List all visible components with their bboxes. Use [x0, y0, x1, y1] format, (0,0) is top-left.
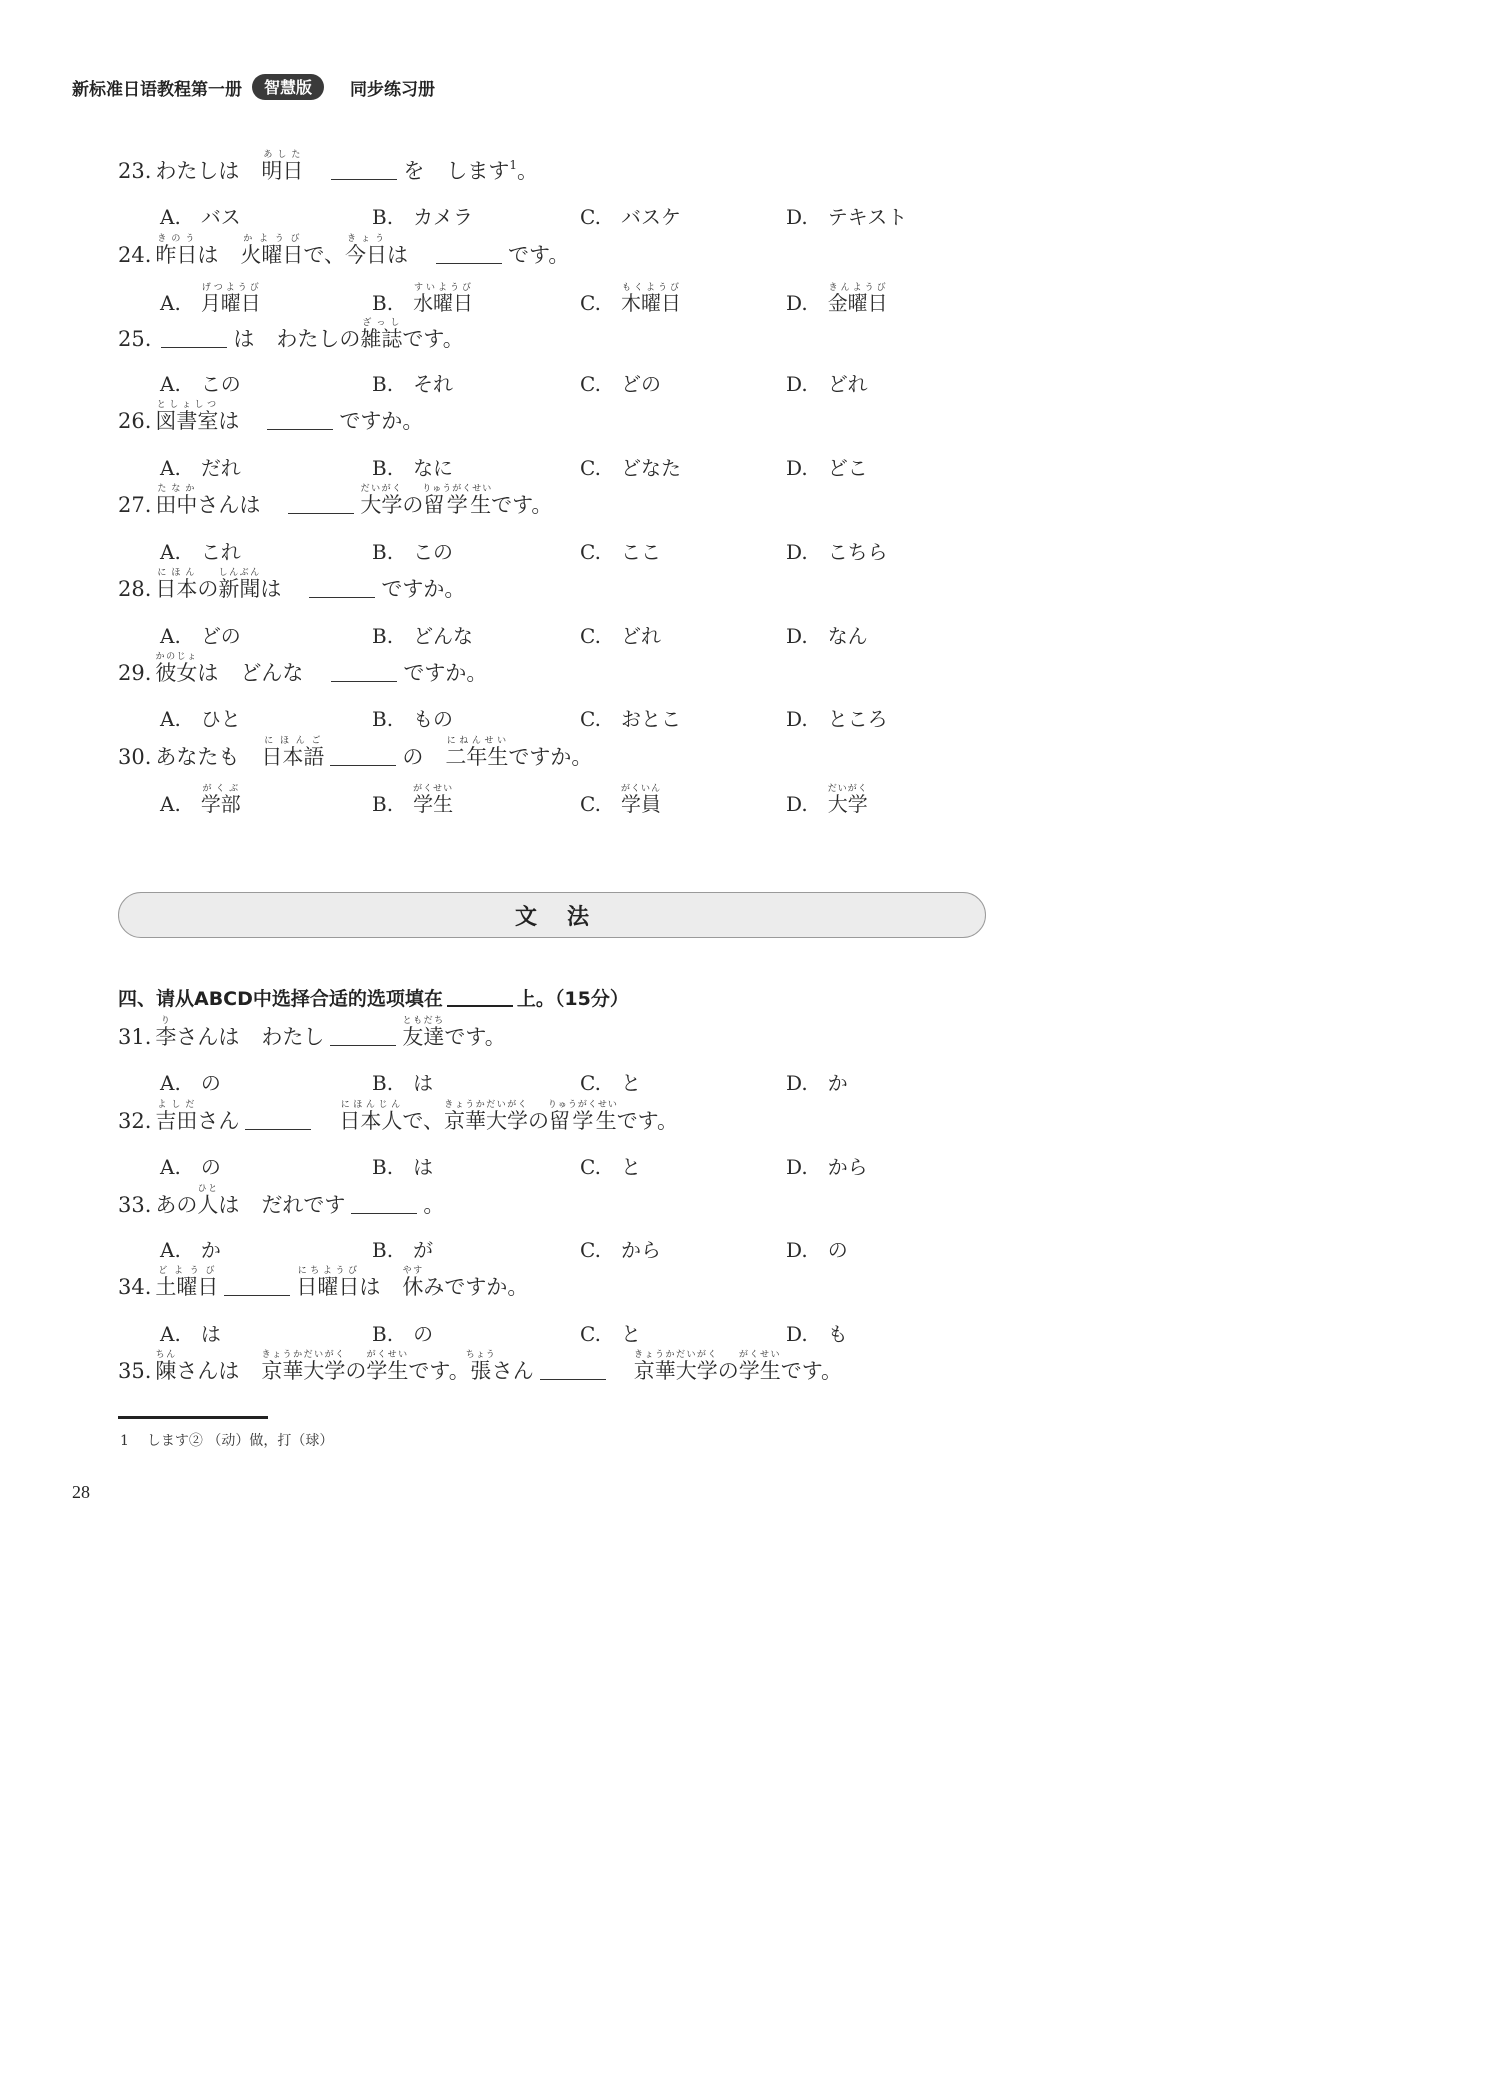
option-c[interactable]: C. 学員がくいん — [580, 784, 661, 816]
header-subtitle: 同步练习册 — [350, 79, 436, 100]
option-a[interactable]: A. バス — [160, 205, 241, 229]
question-number: 24. — [118, 243, 152, 267]
answer-blank — [245, 1128, 311, 1130]
option-b[interactable]: B. は — [372, 1071, 434, 1095]
option-a[interactable]: A. この — [160, 372, 241, 396]
option-b[interactable]: B. 学生がくせい — [372, 784, 454, 816]
answer-blank — [351, 1212, 417, 1214]
option-d[interactable]: D. どれ — [786, 372, 868, 396]
section-instruction: 四、请从ABCD中选择合适的选项填在 上。（15分） — [118, 988, 629, 1010]
option-c[interactable]: C. どなた — [580, 456, 681, 480]
option-a[interactable]: A. の — [160, 1071, 221, 1095]
furigana-word: 日本人にほんじん — [339, 1100, 403, 1133]
option-c[interactable]: C. から — [580, 1238, 661, 1262]
option-d[interactable]: D. ところ — [786, 707, 888, 731]
question-number: 26. — [118, 409, 152, 433]
option-b[interactable]: B. 水曜日すいようび — [372, 283, 474, 315]
option-b[interactable]: B. が — [372, 1238, 434, 1262]
question-29: 29. 彼女かのじょは どんな ですか。 — [118, 652, 488, 685]
option-a[interactable]: A. 月曜日げつようび — [160, 283, 261, 315]
question-number: 33. — [118, 1193, 152, 1217]
option-d[interactable]: D. の — [786, 1238, 848, 1262]
option-b[interactable]: B. この — [372, 540, 454, 564]
option-d[interactable]: D. どこ — [786, 456, 868, 480]
question-number: 23. — [118, 159, 152, 183]
option-d[interactable]: D. なん — [786, 624, 868, 648]
question-31: 31. 李りさんは わたし 友達ともだちです。 — [118, 1016, 506, 1049]
furigana-word: 京華大学きょうかだいがく — [261, 1350, 346, 1383]
question-number: 30. — [118, 745, 152, 769]
furigana-word: 李り — [155, 1016, 177, 1049]
question-35: 35. 陳ちんさんは 京華大学きょうかだいがくの学生がくせいです。張ちょうさん 京華大学きょうかだいがくの学生がくせいです。 — [118, 1350, 843, 1383]
footnote-number: 1 — [120, 1433, 129, 1449]
question-number: 27. — [118, 493, 152, 517]
option-a[interactable]: A. は — [160, 1322, 221, 1346]
furigana-word: 田中たなか — [155, 484, 198, 517]
furigana-word: 大学だいがく — [360, 484, 403, 517]
question-33: 33. あの人ひとは だれです 。 — [118, 1184, 445, 1217]
book-title: 新标准日语教程第一册 — [72, 79, 242, 100]
furigana-word: 陳ちん — [155, 1350, 177, 1383]
furigana-word: 張ちょう — [465, 1350, 496, 1383]
furigana-word: 友達ともだち — [402, 1016, 445, 1049]
option-a[interactable]: A. か — [160, 1238, 221, 1262]
furigana-word: 彼女かのじょ — [155, 652, 198, 685]
furigana-word: 雑誌ざっし — [360, 318, 403, 351]
answer-blank — [540, 1378, 606, 1380]
question-34: 34. 土曜日どようび日曜日にちようびは 休やすみですか。 — [118, 1266, 529, 1299]
footnote-text: します② （动）做，打（球） — [146, 1433, 334, 1449]
question-26: 26. 図書室としょしつは ですか。 — [118, 400, 424, 433]
question-24: 24. 昨日きのうは 火曜日かようびで、今日きょうは です。 — [118, 234, 570, 267]
question-27: 27. 田中たなかさんは 大学だいがくの留学生りゅうがくせいです。 — [118, 484, 553, 517]
footnote — [120, 1430, 333, 1450]
furigana-word: 火曜日かようび — [240, 234, 304, 267]
option-c[interactable]: C. どれ — [580, 624, 661, 648]
furigana-word: 日本語にほんご — [261, 736, 325, 769]
edition-badge: 智慧版 — [252, 74, 324, 100]
footnote-rule — [118, 1416, 268, 1419]
question-28: 28. 日本にほんの新聞しんぶんは ですか。 — [118, 568, 466, 601]
answer-blank — [330, 764, 396, 766]
option-b[interactable]: B. は — [372, 1155, 434, 1179]
option-d[interactable]: D. か — [786, 1071, 848, 1095]
question-number: 31. — [118, 1025, 152, 1049]
answer-blank — [267, 428, 333, 430]
option-a[interactable]: A. 学部がくぶ — [160, 784, 241, 816]
answer-blank — [330, 1044, 396, 1046]
furigana-word: 二年生にねんせい — [445, 736, 509, 769]
furigana-word: 今日きょう — [345, 234, 387, 267]
question-number: 29. — [118, 661, 152, 685]
option-a[interactable]: A. どの — [160, 624, 241, 648]
furigana-word: 人ひと — [197, 1184, 219, 1217]
option-a[interactable]: A. これ — [160, 540, 241, 564]
option-a[interactable]: A. だれ — [160, 456, 241, 480]
furigana-word: 留学生りゅうがくせい — [422, 484, 493, 517]
option-c[interactable]: C. バスケ — [580, 205, 681, 229]
running-header — [72, 72, 435, 102]
option-b[interactable]: B. カメラ — [372, 205, 474, 229]
furigana-word: 学生がくせい — [738, 1350, 781, 1383]
option-a[interactable]: A. の — [160, 1155, 221, 1179]
furigana-word: 図書室としょしつ — [155, 400, 219, 433]
question-number: 35. — [118, 1359, 152, 1383]
option-b[interactable]: B. それ — [372, 372, 454, 396]
option-c[interactable]: C. ここ — [580, 540, 661, 564]
section-banner — [118, 892, 986, 938]
section-title: 文法 — [514, 904, 619, 930]
furigana-word: 日曜日にちようび — [296, 1266, 360, 1299]
answer-blank — [436, 262, 502, 264]
option-c[interactable]: C. と — [580, 1155, 641, 1179]
option-b[interactable]: B. どんな — [372, 624, 474, 648]
option-d[interactable]: D. こちら — [786, 540, 888, 564]
furigana-word: 吉田よしだ — [155, 1100, 198, 1133]
option-c[interactable]: C. どの — [580, 372, 661, 396]
furigana-word: 休やす — [402, 1266, 424, 1299]
option-d[interactable]: D. 大学だいがく — [786, 784, 868, 816]
question-number: 25. — [118, 327, 152, 351]
instruction-blank — [447, 1004, 513, 1007]
furigana-word: 留学生りゅうがくせい — [547, 1100, 618, 1133]
question-number: 28. — [118, 577, 152, 601]
option-c[interactable]: C. 木曜日もくようび — [580, 283, 681, 315]
furigana-word: 新聞しんぶん — [218, 568, 261, 601]
furigana-word: 土曜日どようび — [155, 1266, 219, 1299]
option-d[interactable]: D. も — [786, 1322, 848, 1346]
footnote-marker: 1 — [509, 158, 518, 172]
page-number: 28 — [72, 1482, 90, 1502]
option-c[interactable]: C. と — [580, 1071, 641, 1095]
answer-blank — [224, 1294, 290, 1296]
question-23: 23. わたしは 明日あしたを します$^1$。 — [118, 150, 539, 183]
furigana-word: 京華大学きょうかだいがく — [444, 1100, 528, 1133]
option-c[interactable]: C. おとこ — [580, 707, 681, 731]
furigana-word: 明日あした — [261, 150, 304, 183]
option-c[interactable]: C. と — [580, 1322, 641, 1346]
question-30: 30. あなたも 日本語にほんごの 二年生にねんせいですか。 — [118, 736, 593, 769]
option-d[interactable]: D. から — [786, 1155, 868, 1179]
option-d[interactable]: D. テキスト — [786, 205, 908, 229]
option-b[interactable]: B. の — [372, 1322, 434, 1346]
question-32: 32. 吉田よしださん 日本人にほんじんで、京華大学きょうかだいがくの留学生りゅうがくせいです。 — [118, 1100, 679, 1133]
furigana-word: 京華大学きょうかだいがく — [633, 1350, 718, 1383]
question-25: 25. は わたしの雑誌ざっしです。 — [118, 318, 464, 351]
question-number: 32. — [118, 1109, 152, 1133]
answer-blank — [331, 680, 397, 682]
furigana-word: 昨日きのう — [155, 234, 198, 267]
furigana-word: 日本にほん — [155, 568, 198, 601]
question-number: 34. — [118, 1275, 152, 1299]
option-b[interactable]: B. なに — [372, 456, 454, 480]
option-d[interactable]: D. 金曜日きんようび — [786, 283, 888, 315]
option-b[interactable]: B. もの — [372, 707, 454, 731]
answer-blank — [331, 178, 397, 180]
furigana-word: 学生がくせい — [366, 1350, 409, 1383]
option-a[interactable]: A. ひと — [160, 707, 241, 731]
answer-blank — [288, 512, 354, 514]
answer-blank — [161, 346, 227, 348]
answer-blank — [309, 596, 375, 598]
